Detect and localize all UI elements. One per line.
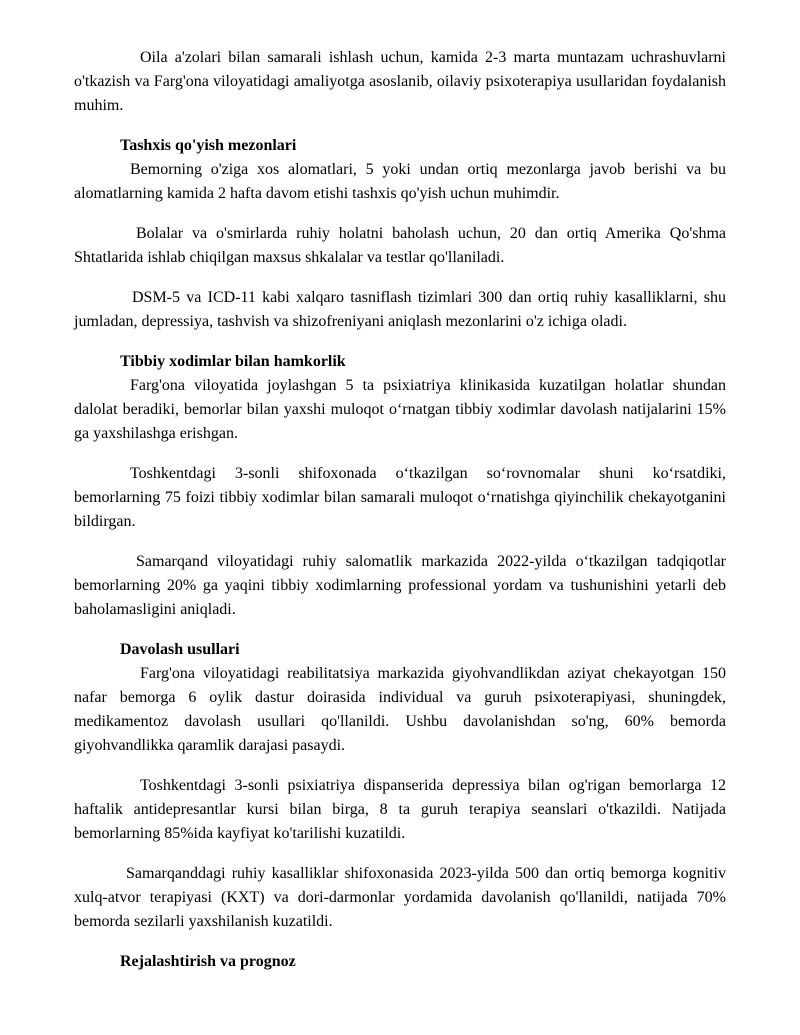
treatment-heading: Davolash usullari	[120, 641, 240, 658]
collaboration-paragraph-2: Toshkentdagi 3-sonli shifoxonada o‘tkazilgan so‘rovnomalar shuni ko‘rsatdiki, bemorlarning 75 foizi tibbiy xodimlar bilan samarali muloqot o‘rnatishga qiyinchilik chekayotganini bildirgan.	[74, 465, 726, 530]
intro-paragraph-1: Oila a'zolari bilan samarali ishlash uchun, kamida 2-3 marta muntazam uchrashuvlarni o'tkazish va Farg'ona viloyatidagi amaliyotga asoslanib, oilaviy psixoterapiya usullaridan foydalanish muhim.	[74, 49, 726, 114]
collaboration-paragraph-3: Samarqand viloyatidagi ruhiy salomatlik markazida 2022-yilda o‘tkazilgan tadqiqotlar bemorlarning 20% ga yaqini tibbiy xodimlarning professional yordam va tushunishini yetarli deb baholamasligini aniqladi.	[74, 553, 726, 618]
collaboration-heading: Tibbiy xodimlar bilan hamkorlik	[120, 353, 346, 370]
planning-heading: Rejalashtirish va prognoz	[120, 953, 296, 970]
diagnosis-paragraph-1: Bemorning o'ziga xos alomatlari, 5 yoki undan ortiq mezonlarga javob berishi va bu alomatlarning kamida 2 hafta davom etishi tashxis qo'yish uchun muhimdir.	[74, 161, 726, 202]
diagnosis-heading: Tashxis qo'yish mezonlari	[120, 137, 297, 154]
treatment-paragraph-1: Farg'ona viloyatidagi reabilitatsiya markazida giyohvandlikdan aziyat chekayotgan 150 nafar bemorga 6 oylik dastur doirasida individual va guruh psixoterapiyasi, shuningdek, medikamentoz davolash usullari qo'llanildi. Ushbu davolanishdan so'ng, 60% bemorda giyohvandlikka qaramlik darajasi pasaydi.	[74, 665, 726, 754]
document-page	[74, 46, 726, 974]
treatment-paragraph-3: Samarqanddagi ruhiy kasalliklar shifoxonasida 2023-yilda 500 dan ortiq bemorga kognitiv xulq-atvor terapiyasi (KXT) va dori-darmonlar yordamida davolanish qo'llanildi, natijada 70% bemorda sezilarli yaxshilanish kuzatildi.	[74, 865, 726, 930]
collaboration-paragraph-1: Farg'ona viloyatida joylashgan 5 ta psixiatriya klinikasida kuzatilgan holatlar shundan dalolat beradiki, bemorlar bilan yaxshi muloqot o‘rnatgan tibbiy xodimlar davolash natijalarini 15% ga yaxshilashga erishgan.	[74, 377, 726, 442]
diagnosis-paragraph-2: Bolalar va o'smirlarda ruhiy holatni baholash uchun, 20 dan ortiq Amerika Qo'shma Shtatlarida ishlab chiqilgan maxsus shkalalar va testlar qo'llaniladi.	[74, 225, 726, 266]
treatment-paragraph-2: Toshkentdagi 3-sonli psixiatriya dispanserida depressiya bilan og'rigan bemorlarga 12 haftalik antidepresantlar kursi bilan birga, 8 ta guruh terapiya seanslari o'tkazildi. Natijada bemorlarning 85%ida kayfiyat ko'tarilishi kuzatildi.	[74, 777, 726, 842]
diagnosis-paragraph-3: DSM-5 va ICD-11 kabi xalqaro tasniflash tizimlari 300 dan ortiq ruhiy kasalliklarni, shu jumladan, depressiya, tashvish va shizofreniyani aniqlash mezonlarini o'z ichiga oladi.	[74, 289, 726, 330]
